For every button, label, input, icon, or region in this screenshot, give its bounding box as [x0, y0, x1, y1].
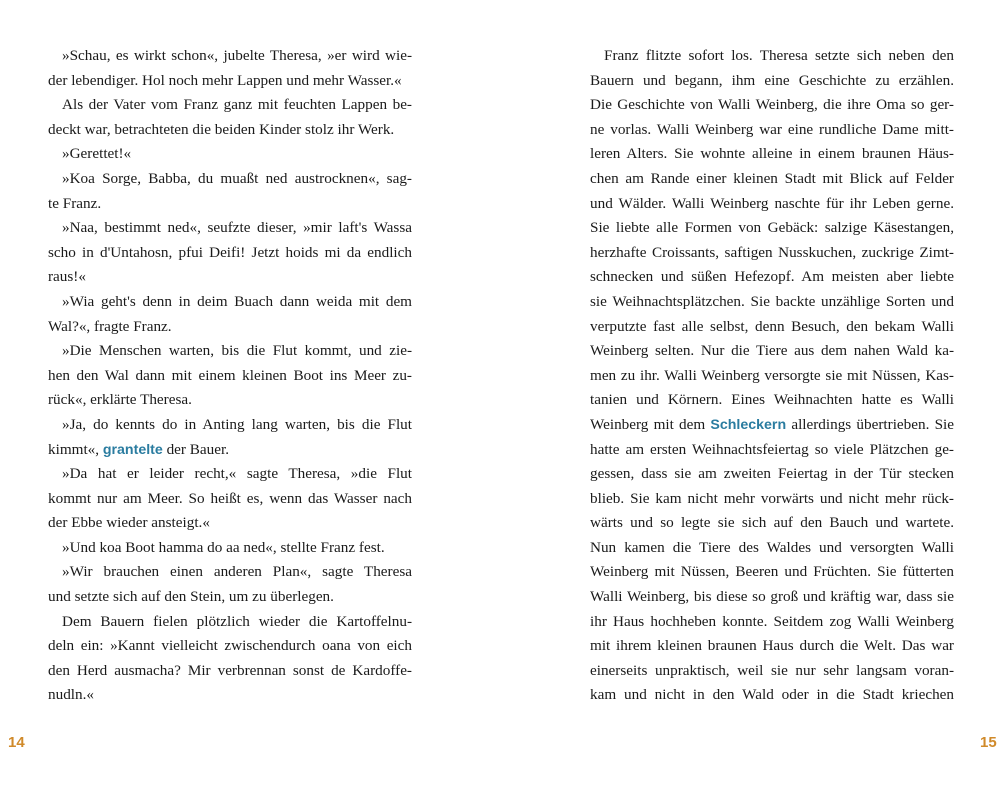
text-line: Weinberg mit Nüssen, Beeren und Früchten. Sie fütterten: [590, 563, 954, 581]
text-line: Nun kamen die Tiere des Waldes und versorgten Walli: [590, 538, 954, 556]
text-line: Dem Bauern fielen plötzlich wieder die Kartoffelnu-: [62, 612, 412, 630]
text-line: der Ebbe wieder ansteigt.«: [48, 514, 210, 532]
text-line: te Franz.: [48, 194, 102, 212]
text-line: deln ein: »Kannt vielleicht zwischendurch oana von eich: [48, 637, 412, 655]
text-line: nudln.«: [48, 686, 94, 704]
right-page-number: 15: [980, 734, 997, 751]
text-line: »Gerettet!«: [62, 145, 132, 163]
text-line: men zu ihr. Walli Weinberg versorgte sie mit Nüssen, Kas-: [590, 366, 954, 384]
text-line: gessen, dass sie am zweiten Feiertag in der Tür stecken: [590, 465, 954, 483]
text-line: hatte am ersten Weihnachtsfeiertag so viele Plätzchen ge-: [590, 440, 954, 458]
glossary-term: Schleckern: [710, 416, 787, 433]
text-line: kam und nicht in den Wald oder in die Stadt kriechen: [590, 686, 954, 704]
text-line: Wal?«, fragte Franz.: [48, 317, 172, 335]
text-line: »Schau, es wirkt schon«, jubelte Theresa, »er wird wie-: [62, 47, 412, 64]
text-line: sie Weihnachtsplätzchen. Sie backte unzählige Sorten und: [590, 292, 954, 310]
left-page-number: 14: [8, 734, 25, 751]
text-line: schnecken und süßen Hefezopf. Am meisten aber liebte: [590, 268, 954, 286]
text-line: chen am Rande einer kleinen Stadt mit Blick auf Felder: [590, 169, 954, 187]
text-line: »Wir brauchen einen anderen Plan«, sagte Theresa: [62, 563, 412, 581]
glossary-term: grantelte: [102, 441, 163, 458]
text-line: Franz flitzte sofort los. Theresa setzte sich neben den: [604, 47, 954, 64]
text-line: mit ihrem kleinen braunen Haus durch die Welt. Das war: [590, 637, 954, 655]
text-line: scho in d'Untahosn, pfui Deifi! Jetzt hoids mi da endlich: [48, 243, 412, 261]
text-line: deckt war, betrachteten die beiden Kinder stolz ihr Werk.: [48, 120, 395, 138]
text-line: blieb. Sie kam nicht mehr vorwärts und nicht mehr rück-: [590, 489, 954, 507]
text-line: Bauern und begann, ihm eine Geschichte zu erzählen.: [590, 71, 954, 89]
text-line: Die Geschichte von Walli Weinberg, die ihre Oma so ger-: [590, 96, 954, 114]
text-line: einerseits unpraktisch, weil sie nur sehr langsam voran-: [590, 661, 954, 679]
text-line: »Wia geht's denn in deim Buach dann weida mit dem: [62, 292, 412, 310]
text-line: Als der Vater vom Franz ganz mit feuchten Lappen be-: [62, 96, 412, 114]
text-line: hen den Wal dann mit einem kleinen Boot ins Meer zu-: [48, 366, 412, 384]
text-line: und setzte sich auf den Stein, um zu überlegen.: [48, 588, 334, 606]
text-line: »Koa Sorge, Babba, du muaßt ned austrocknen«, sag-: [62, 169, 412, 187]
text-line: »Und koa Boot hamma do aa ned«, stellte Franz fest.: [62, 538, 385, 556]
text-line: den Herd ausmacha? Mir verbrennan sonst de Kardoffe-: [48, 661, 412, 679]
text-line: ne vorlas. Walli Weinberg war eine rundliche Dame mitt-: [590, 120, 954, 138]
text-line: Sie liebte alle Formen von Gebäck: salzige Käsestangen,: [590, 219, 954, 237]
text-line: »Die Menschen warten, bis die Flut kommt, und zie-: [62, 342, 412, 360]
text-line: kimmt«, grantelte der Bauer.: [48, 440, 229, 458]
text-line: rück«, erklärte Theresa.: [48, 391, 192, 409]
text-line: raus!«: [48, 268, 86, 286]
text-line: »Naa, bestimmt ned«, seufzte dieser, »mir laft's Wassa: [62, 219, 412, 237]
left-page-text: [48, 44, 412, 708]
text-line: ihr Haus hochheben konnte. Seitdem zog Walli Weinberg: [590, 612, 954, 630]
text-line: »Ja, do kennts do in Anting lang warten, bis die Flut: [62, 415, 412, 433]
text-line: herzhafte Croissants, saftigen Nusskuchen, zuckrige Zimt-: [590, 243, 954, 261]
right-page-text: [590, 44, 954, 708]
text-line: wärts und so legte sie sich auf den Bauch und wartete.: [590, 514, 954, 532]
text-line: der lebendiger. Hol noch mehr Lappen und mehr Wasser.«: [48, 71, 402, 89]
text-line: Walli Weinberg, bis diese so groß und kräftig war, dass sie: [590, 588, 954, 606]
text-line: und Wälder. Walli Weinberg naschte für ihr Leben gerne.: [590, 194, 954, 212]
text-line: leren Alters. Sie wohnte alleine in einem braunen Häus-: [590, 145, 954, 163]
text-line: verputzte fast alle selbst, denn Besuch, den bekam Walli: [590, 317, 954, 335]
text-line: kommt nur am Meer. So heißt es, wenn das Wasser nach: [48, 489, 412, 507]
text-line: »Da hat er leider recht,« sagte Theresa, »die Flut: [62, 465, 412, 483]
text-line: Weinberg mit dem Schleckern allerdings übertrieben. Sie: [590, 415, 954, 433]
text-line: Weinberg selten. Nur die Tiere aus dem nahen Wald ka-: [590, 342, 954, 360]
text-line: tanien und Körnern. Eines Weihnachten hatte es Walli: [590, 391, 954, 409]
